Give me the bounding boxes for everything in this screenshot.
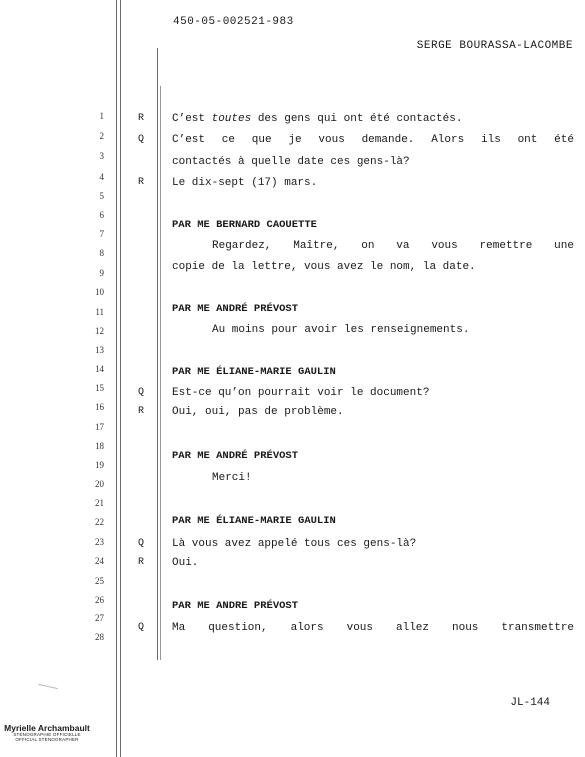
transcript-line: Ma question, alors vous allez nous transmettre [172, 622, 574, 634]
transcript-line: Au moins pour avoir les renseignements. [212, 324, 470, 336]
line-number: 24 [95, 556, 104, 566]
transcript-line: Est-ce qu’on pourrait voir le document? [172, 387, 430, 399]
transcript-line: C’est ce que je vous demande. Alors ils ont été [172, 134, 574, 146]
line-number: 5 [99, 191, 104, 201]
transcript-line: Merci! [212, 472, 252, 484]
line-number: 2 [99, 131, 104, 141]
line-number: 18 [95, 441, 104, 451]
transcript-line: Le dix-sept (17) mars. [172, 177, 318, 189]
witness-name: SERGE BOURASSA-LACOMBE [416, 40, 573, 52]
speaker-marker: R [137, 557, 144, 568]
speaker-heading: PAR ME ANDRE PRÉVOST [172, 600, 299, 612]
line-number: 28 [95, 632, 104, 642]
speaker-heading: PAR ME ÉLIANE-MARIE GAULIN [172, 366, 336, 378]
stenographer-title-fr: STÉNOGRAPHIE OFFICIELLE [13, 731, 81, 737]
speaker-marker: R [137, 113, 144, 124]
speaker-marker: Q [137, 134, 144, 145]
stenographer-stamp [2, 724, 92, 742]
line-number: 6 [99, 210, 104, 220]
line-number: 26 [95, 595, 104, 605]
stenographer-title-en: OFFICIAL STENOGRAPHER [15, 736, 79, 742]
transcript-line: copie de la lettre, vous avez le nom, la date. [172, 261, 476, 273]
speaker-heading: PAR ME ÉLIANE-MARIE GAULIN [172, 515, 336, 527]
line-number: 23 [95, 537, 104, 547]
line-number: 10 [95, 287, 104, 297]
speaker-marker: R [137, 406, 144, 417]
line-number: 17 [95, 422, 104, 432]
margin-rule-left-inner [120, 0, 121, 757]
line-number: 8 [99, 248, 104, 258]
line-number: 19 [95, 460, 104, 470]
line-number: 4 [99, 172, 104, 182]
transcript-line: contactés à quelle date ces gens-là? [172, 156, 410, 168]
transcript-line: Là vous avez appelé tous ces gens-là? [172, 538, 417, 550]
line-number: 14 [95, 364, 104, 374]
line-number: 22 [95, 517, 104, 527]
margin-rule-text [157, 48, 158, 660]
speaker-heading: PAR ME ANDRÉ PRÉVOST [172, 303, 299, 315]
speaker-marker: R [137, 177, 144, 188]
stenographer-name: Myrielle Archambault [4, 723, 90, 733]
line-number: 12 [95, 326, 104, 336]
line-number: 20 [95, 479, 104, 489]
line-number: 11 [95, 307, 104, 317]
line-number: 16 [95, 402, 104, 412]
transcript-line: Oui, oui, pas de problème. [172, 406, 344, 418]
transcript-line: C’est toutes des gens qui ont été contactés. [172, 113, 463, 125]
line-number: 3 [99, 151, 104, 161]
transcript-line: Regardez, Maître, on va vous remettre une [212, 240, 574, 252]
line-number: 25 [95, 576, 104, 586]
line-number: 21 [95, 498, 104, 508]
speaker-marker: Q [137, 387, 144, 398]
line-number: 7 [99, 229, 104, 239]
margin-rule-left-outer [116, 0, 117, 757]
line-number: 13 [95, 345, 104, 355]
transcript-line: Oui. [172, 557, 199, 569]
line-number: 27 [95, 613, 104, 623]
speaker-heading: PAR ME ANDRÉ PRÉVOST [172, 450, 299, 462]
speaker-marker: Q [137, 538, 144, 549]
line-number: 15 [95, 383, 104, 393]
case-number: 450-05-002521-983 [173, 16, 294, 28]
margin-rule-text-inner [160, 86, 161, 660]
line-number: 9 [99, 268, 104, 278]
emphasized-word: toutes [211, 113, 252, 125]
speaker-heading: PAR ME BERNARD CAOUETTE [172, 219, 317, 231]
line-number: 1 [99, 111, 104, 121]
speaker-marker: Q [137, 622, 144, 633]
scan-smudge [38, 684, 58, 689]
page-code: JL-144 [510, 697, 550, 709]
